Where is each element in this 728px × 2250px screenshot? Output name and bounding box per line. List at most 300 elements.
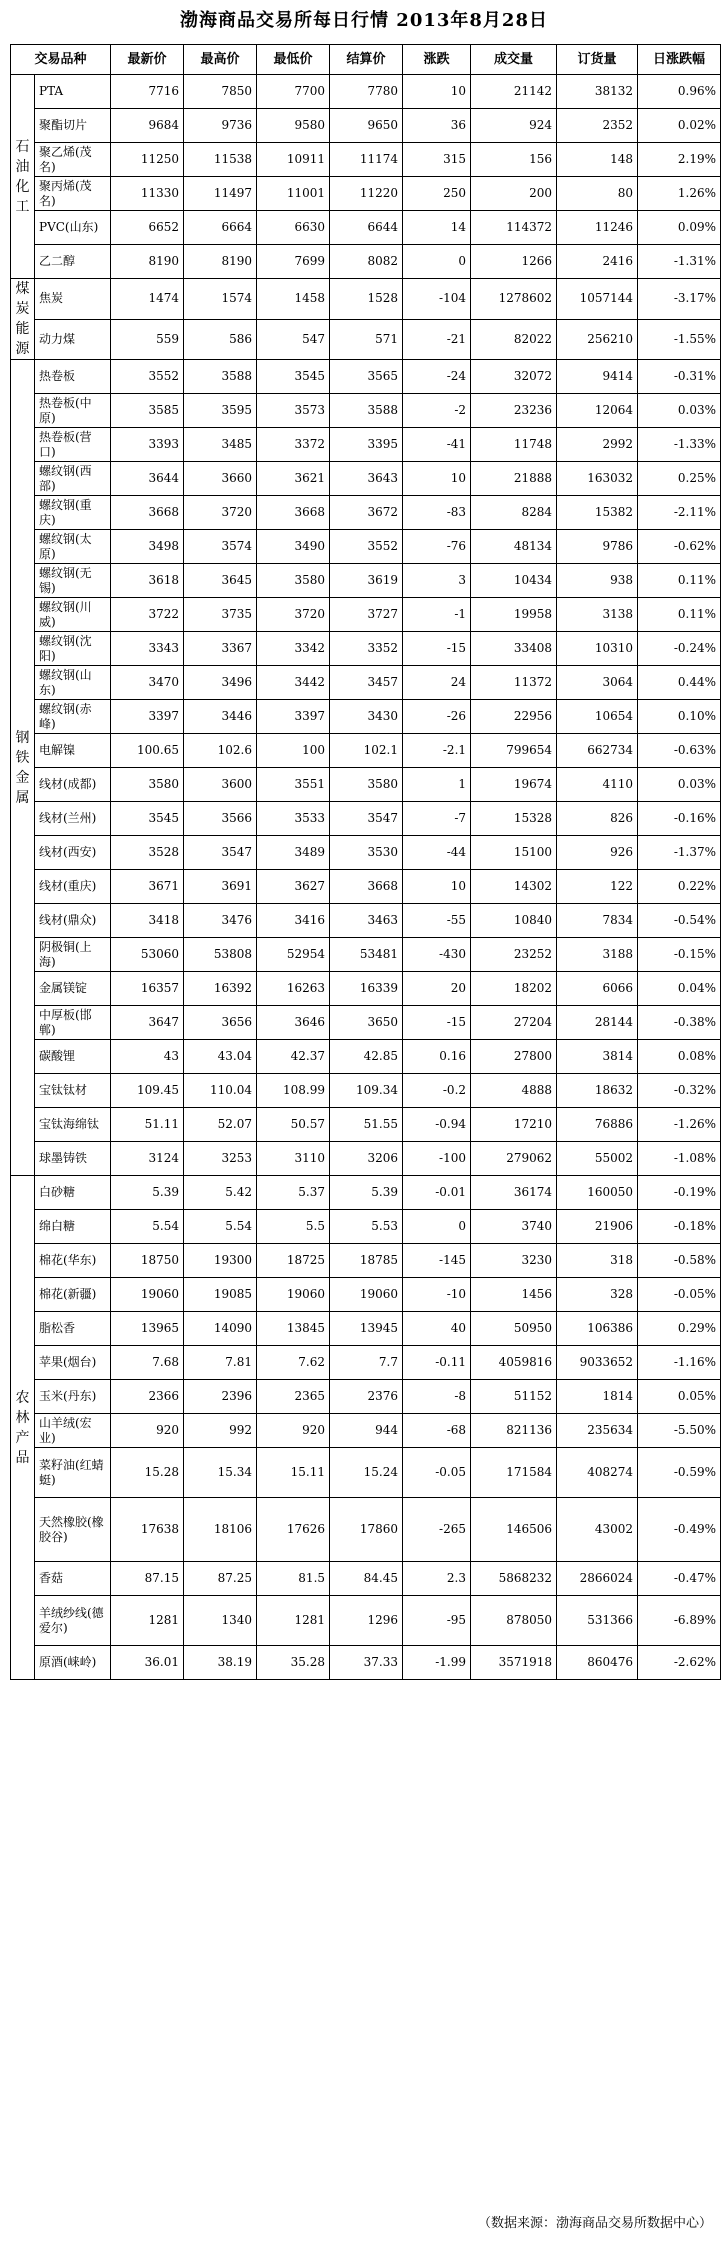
value-cell: 3645	[184, 564, 257, 598]
table-row	[11, 564, 721, 598]
value-cell: 110.04	[184, 1074, 257, 1108]
table-row	[11, 1596, 721, 1646]
value-cell: 1281	[257, 1596, 330, 1646]
value-cell: 8284	[471, 496, 557, 530]
value-cell: 1474	[111, 279, 184, 320]
value-cell: 250	[403, 177, 471, 211]
value-cell: 279062	[471, 1142, 557, 1176]
value-cell: 13945	[330, 1312, 403, 1346]
value-cell: 3668	[111, 496, 184, 530]
value-cell: 15.34	[184, 1448, 257, 1498]
market-table	[10, 44, 721, 1680]
header-cell: 成交量	[471, 45, 557, 75]
value-cell: 2365	[257, 1380, 330, 1414]
value-cell: 7834	[557, 904, 638, 938]
value-cell: -3.17%	[638, 279, 721, 320]
table-row	[11, 1006, 721, 1040]
value-cell: -1.37%	[638, 836, 721, 870]
value-cell: 23236	[471, 394, 557, 428]
value-cell: 5.5	[257, 1210, 330, 1244]
value-cell: 100.65	[111, 734, 184, 768]
value-cell: 3490	[257, 530, 330, 564]
value-cell: 3720	[257, 598, 330, 632]
value-cell: -0.11	[403, 1346, 471, 1380]
table-row	[11, 428, 721, 462]
product-name-cell: 天然橡胶(橡胶谷)	[35, 1498, 111, 1562]
value-cell: 992	[184, 1414, 257, 1448]
value-cell: 19060	[330, 1278, 403, 1312]
value-cell: 87.25	[184, 1562, 257, 1596]
table-row	[11, 1448, 721, 1498]
product-name-cell: 聚酯切片	[35, 109, 111, 143]
value-cell: 9650	[330, 109, 403, 143]
value-cell: -1	[403, 598, 471, 632]
value-cell: 200	[471, 177, 557, 211]
value-cell: -1.99	[403, 1646, 471, 1680]
value-cell: 3595	[184, 394, 257, 428]
table-row	[11, 1210, 721, 1244]
value-cell: 3064	[557, 666, 638, 700]
value-cell: 3552	[111, 360, 184, 394]
value-cell: 3442	[257, 666, 330, 700]
table-row	[11, 211, 721, 245]
value-cell: -0.62%	[638, 530, 721, 564]
value-cell: -0.31%	[638, 360, 721, 394]
value-cell: 8190	[184, 245, 257, 279]
value-cell: 12064	[557, 394, 638, 428]
value-cell: 3814	[557, 1040, 638, 1074]
value-cell: 16339	[330, 972, 403, 1006]
product-name-cell: 螺纹钢(川威)	[35, 598, 111, 632]
product-name-cell: 聚乙烯(茂名)	[35, 143, 111, 177]
value-cell: 1278602	[471, 279, 557, 320]
value-cell: 3671	[111, 870, 184, 904]
value-cell: 3619	[330, 564, 403, 598]
value-cell: 0.03%	[638, 768, 721, 802]
product-name-cell: 动力煤	[35, 319, 111, 360]
value-cell: 3416	[257, 904, 330, 938]
value-cell: -55	[403, 904, 471, 938]
value-cell: 10840	[471, 904, 557, 938]
table-row	[11, 1646, 721, 1680]
value-cell: 2352	[557, 109, 638, 143]
value-cell: 860476	[557, 1646, 638, 1680]
value-cell: 821136	[471, 1414, 557, 1448]
product-name-cell: 线材(鼎众)	[35, 904, 111, 938]
value-cell: -1.26%	[638, 1108, 721, 1142]
value-cell: 11538	[184, 143, 257, 177]
table-row	[11, 394, 721, 428]
table-row	[11, 1108, 721, 1142]
value-cell: 3395	[330, 428, 403, 462]
value-cell: 9033652	[557, 1346, 638, 1380]
value-cell: 10	[403, 75, 471, 109]
value-cell: 1	[403, 768, 471, 802]
value-cell: 4110	[557, 768, 638, 802]
value-cell: -0.94	[403, 1108, 471, 1142]
value-cell: 3352	[330, 632, 403, 666]
value-cell: 53808	[184, 938, 257, 972]
value-cell: 559	[111, 319, 184, 360]
value-cell: 3530	[330, 836, 403, 870]
value-cell: 3528	[111, 836, 184, 870]
value-cell: 3691	[184, 870, 257, 904]
market-table-body	[11, 75, 721, 1680]
value-cell: 43002	[557, 1498, 638, 1562]
value-cell: 146506	[471, 1498, 557, 1562]
value-cell: 7.68	[111, 1346, 184, 1380]
value-cell: -83	[403, 496, 471, 530]
product-name-cell: 螺纹钢(沈阳)	[35, 632, 111, 666]
value-cell: 2396	[184, 1380, 257, 1414]
value-cell: 108.99	[257, 1074, 330, 1108]
value-cell: 9684	[111, 109, 184, 143]
value-cell: 3230	[471, 1244, 557, 1278]
value-cell: 2416	[557, 245, 638, 279]
value-cell: -0.2	[403, 1074, 471, 1108]
value-cell: 7700	[257, 75, 330, 109]
value-cell: 4888	[471, 1074, 557, 1108]
product-name-cell: 螺纹钢(赤峰)	[35, 700, 111, 734]
value-cell: 3485	[184, 428, 257, 462]
value-cell: 6652	[111, 211, 184, 245]
value-cell: 148	[557, 143, 638, 177]
value-cell: 3342	[257, 632, 330, 666]
product-name-cell: 羊绒纱线(德爱尔)	[35, 1596, 111, 1646]
value-cell: 3547	[184, 836, 257, 870]
value-cell: 36	[403, 109, 471, 143]
value-cell: 10	[403, 870, 471, 904]
value-cell: -0.59%	[638, 1448, 721, 1498]
header-cell: 订货量	[557, 45, 638, 75]
product-name-cell: 脂松香	[35, 1312, 111, 1346]
value-cell: 18750	[111, 1244, 184, 1278]
value-cell: 3372	[257, 428, 330, 462]
value-cell: 15.11	[257, 1448, 330, 1498]
value-cell: -0.58%	[638, 1244, 721, 1278]
product-name-cell: 棉花(新疆)	[35, 1278, 111, 1312]
value-cell: 1.26%	[638, 177, 721, 211]
product-name-cell: 香菇	[35, 1562, 111, 1596]
value-cell: 328	[557, 1278, 638, 1312]
value-cell: 7780	[330, 75, 403, 109]
value-cell: 3618	[111, 564, 184, 598]
value-cell: -0.05%	[638, 1278, 721, 1312]
value-cell: 7.62	[257, 1346, 330, 1380]
table-row	[11, 1244, 721, 1278]
value-cell: -2.62%	[638, 1646, 721, 1680]
value-cell: 3457	[330, 666, 403, 700]
value-cell: 0.11%	[638, 598, 721, 632]
value-cell: 6066	[557, 972, 638, 1006]
value-cell: 3138	[557, 598, 638, 632]
value-cell: -100	[403, 1142, 471, 1176]
product-name-cell: 苹果(烟台)	[35, 1346, 111, 1380]
value-cell: -0.24%	[638, 632, 721, 666]
value-cell: 318	[557, 1244, 638, 1278]
value-cell: 114372	[471, 211, 557, 245]
table-row	[11, 1040, 721, 1074]
value-cell: 926	[557, 836, 638, 870]
value-cell: 13845	[257, 1312, 330, 1346]
value-cell: 19060	[111, 1278, 184, 1312]
value-cell: 14302	[471, 870, 557, 904]
value-cell: 16357	[111, 972, 184, 1006]
value-cell: 3672	[330, 496, 403, 530]
product-name-cell: 线材(西安)	[35, 836, 111, 870]
value-cell: 3588	[330, 394, 403, 428]
table-row	[11, 938, 721, 972]
value-cell: -2.1	[403, 734, 471, 768]
value-cell: 938	[557, 564, 638, 598]
value-cell: 102.6	[184, 734, 257, 768]
value-cell: 0	[403, 1210, 471, 1244]
value-cell: 1574	[184, 279, 257, 320]
value-cell: 3735	[184, 598, 257, 632]
value-cell: 81.5	[257, 1562, 330, 1596]
table-row	[11, 319, 721, 360]
value-cell: 1528	[330, 279, 403, 320]
value-cell: 33408	[471, 632, 557, 666]
value-cell: 84.45	[330, 1562, 403, 1596]
value-cell: 5.39	[330, 1176, 403, 1210]
value-cell: -76	[403, 530, 471, 564]
value-cell: 3545	[257, 360, 330, 394]
value-cell: 0.11%	[638, 564, 721, 598]
product-name-cell: 中厚板(邯郸)	[35, 1006, 111, 1040]
value-cell: -1.08%	[638, 1142, 721, 1176]
value-cell: -0.47%	[638, 1562, 721, 1596]
value-cell: 3476	[184, 904, 257, 938]
value-cell: 18632	[557, 1074, 638, 1108]
value-cell: 52954	[257, 938, 330, 972]
product-name-cell: 白砂糖	[35, 1176, 111, 1210]
value-cell: 3668	[257, 496, 330, 530]
table-row	[11, 1074, 721, 1108]
value-cell: 27204	[471, 1006, 557, 1040]
value-cell: 3573	[257, 394, 330, 428]
value-cell: 547	[257, 319, 330, 360]
table-row	[11, 1346, 721, 1380]
value-cell: 2866024	[557, 1562, 638, 1596]
value-cell: 11001	[257, 177, 330, 211]
table-row	[11, 768, 721, 802]
value-cell: -0.38%	[638, 1006, 721, 1040]
value-cell: 3397	[257, 700, 330, 734]
value-cell: 52.07	[184, 1108, 257, 1142]
table-row	[11, 870, 721, 904]
value-cell: 3343	[111, 632, 184, 666]
value-cell: 11497	[184, 177, 257, 211]
header-row	[11, 45, 721, 75]
product-name-cell: 菜籽油(红蜻蜓)	[35, 1448, 111, 1498]
value-cell: -10	[403, 1278, 471, 1312]
value-cell: -95	[403, 1596, 471, 1646]
table-row	[11, 1380, 721, 1414]
value-cell: 42.37	[257, 1040, 330, 1074]
product-name-cell: 焦炭	[35, 279, 111, 320]
value-cell: 3545	[111, 802, 184, 836]
product-name-cell: 聚丙烯(茂名)	[35, 177, 111, 211]
header-cell: 最低价	[257, 45, 330, 75]
product-name-cell: 螺纹钢(重庆)	[35, 496, 111, 530]
table-row	[11, 802, 721, 836]
value-cell: -0.49%	[638, 1498, 721, 1562]
value-cell: 1456	[471, 1278, 557, 1312]
value-cell: 3722	[111, 598, 184, 632]
value-cell: 3580	[330, 768, 403, 802]
value-cell: 11174	[330, 143, 403, 177]
value-cell: 4059816	[471, 1346, 557, 1380]
product-name-cell: 玉米(丹东)	[35, 1380, 111, 1414]
value-cell: 3393	[111, 428, 184, 462]
value-cell: -6.89%	[638, 1596, 721, 1646]
value-cell: 22956	[471, 700, 557, 734]
value-cell: 0.02%	[638, 109, 721, 143]
value-cell: 3496	[184, 666, 257, 700]
value-cell: 19674	[471, 768, 557, 802]
value-cell: 15328	[471, 802, 557, 836]
value-cell: 7699	[257, 245, 330, 279]
value-cell: 11748	[471, 428, 557, 462]
product-name-cell: 宝钛钛材	[35, 1074, 111, 1108]
value-cell: 15382	[557, 496, 638, 530]
table-row	[11, 1562, 721, 1596]
value-cell: 3668	[330, 870, 403, 904]
value-cell: 3565	[330, 360, 403, 394]
value-cell: 9580	[257, 109, 330, 143]
product-name-cell: 热卷板(中原)	[35, 394, 111, 428]
value-cell: 17638	[111, 1498, 184, 1562]
value-cell: 3656	[184, 1006, 257, 1040]
value-cell: 87.15	[111, 1562, 184, 1596]
value-cell: 17860	[330, 1498, 403, 1562]
table-row	[11, 75, 721, 109]
value-cell: 0.44%	[638, 666, 721, 700]
value-cell: 24	[403, 666, 471, 700]
value-cell: 920	[111, 1414, 184, 1448]
value-cell: 6664	[184, 211, 257, 245]
value-cell: 3367	[184, 632, 257, 666]
value-cell: -145	[403, 1244, 471, 1278]
value-cell: 15.24	[330, 1448, 403, 1498]
value-cell: 3566	[184, 802, 257, 836]
value-cell: 18106	[184, 1498, 257, 1562]
value-cell: 1340	[184, 1596, 257, 1646]
value-cell: 3	[403, 564, 471, 598]
value-cell: 109.34	[330, 1074, 403, 1108]
value-cell: 3418	[111, 904, 184, 938]
value-cell: 3533	[257, 802, 330, 836]
product-name-cell: 热卷板	[35, 360, 111, 394]
value-cell: 43	[111, 1040, 184, 1074]
table-row	[11, 245, 721, 279]
value-cell: 15.28	[111, 1448, 184, 1498]
table-row	[11, 360, 721, 394]
value-cell: 21142	[471, 75, 557, 109]
value-cell: 9414	[557, 360, 638, 394]
value-cell: -1.55%	[638, 319, 721, 360]
value-cell: 662734	[557, 734, 638, 768]
product-name-cell: 棉花(华东)	[35, 1244, 111, 1278]
value-cell: 19060	[257, 1278, 330, 1312]
value-cell: 944	[330, 1414, 403, 1448]
value-cell: 0	[403, 245, 471, 279]
table-row	[11, 972, 721, 1006]
value-cell: 3650	[330, 1006, 403, 1040]
value-cell: 102.1	[330, 734, 403, 768]
value-cell: 0.03%	[638, 394, 721, 428]
value-cell: 21888	[471, 462, 557, 496]
value-cell: 3547	[330, 802, 403, 836]
table-row	[11, 279, 721, 320]
table-row	[11, 1278, 721, 1312]
value-cell: 3580	[257, 564, 330, 598]
table-row	[11, 1176, 721, 1210]
product-name-cell: 碳酸锂	[35, 1040, 111, 1074]
product-name-cell: 线材(重庆)	[35, 870, 111, 904]
value-cell: 7.7	[330, 1346, 403, 1380]
value-cell: 11220	[330, 177, 403, 211]
value-cell: 3552	[330, 530, 403, 564]
value-cell: 3588	[184, 360, 257, 394]
value-cell: 16263	[257, 972, 330, 1006]
value-cell: -8	[403, 1380, 471, 1414]
value-cell: 315	[403, 143, 471, 177]
value-cell: 799654	[471, 734, 557, 768]
value-cell: 14090	[184, 1312, 257, 1346]
value-cell: 0.04%	[638, 972, 721, 1006]
value-cell: 7716	[111, 75, 184, 109]
value-cell: 878050	[471, 1596, 557, 1646]
table-row	[11, 700, 721, 734]
product-name-cell: 线材(兰州)	[35, 802, 111, 836]
value-cell: 3574	[184, 530, 257, 564]
value-cell: 235634	[557, 1414, 638, 1448]
product-name-cell: 螺纹钢(西部)	[35, 462, 111, 496]
value-cell: 3646	[257, 1006, 330, 1040]
value-cell: 1057144	[557, 279, 638, 320]
value-cell: 109.45	[111, 1074, 184, 1108]
value-cell: 10434	[471, 564, 557, 598]
value-cell: 3397	[111, 700, 184, 734]
value-cell: -0.19%	[638, 1176, 721, 1210]
category-cell: 石油化工	[11, 75, 35, 279]
value-cell: 35.28	[257, 1646, 330, 1680]
header-cell: 交易品种	[11, 45, 111, 75]
value-cell: 11372	[471, 666, 557, 700]
table-row	[11, 1414, 721, 1448]
value-cell: 586	[184, 319, 257, 360]
value-cell: 14	[403, 211, 471, 245]
value-cell: 18785	[330, 1244, 403, 1278]
product-name-cell: 螺纹钢(太原)	[35, 530, 111, 564]
value-cell: 3489	[257, 836, 330, 870]
value-cell: 3498	[111, 530, 184, 564]
value-cell: 0.10%	[638, 700, 721, 734]
value-cell: 48134	[471, 530, 557, 564]
value-cell: 3110	[257, 1142, 330, 1176]
value-cell: -2.11%	[638, 496, 721, 530]
value-cell: 51152	[471, 1380, 557, 1414]
value-cell: 1281	[111, 1596, 184, 1646]
value-cell: 160050	[557, 1176, 638, 1210]
value-cell: 53481	[330, 938, 403, 972]
product-name-cell: 球墨铸铁	[35, 1142, 111, 1176]
value-cell: 3627	[257, 870, 330, 904]
value-cell: 13965	[111, 1312, 184, 1346]
table-row	[11, 496, 721, 530]
